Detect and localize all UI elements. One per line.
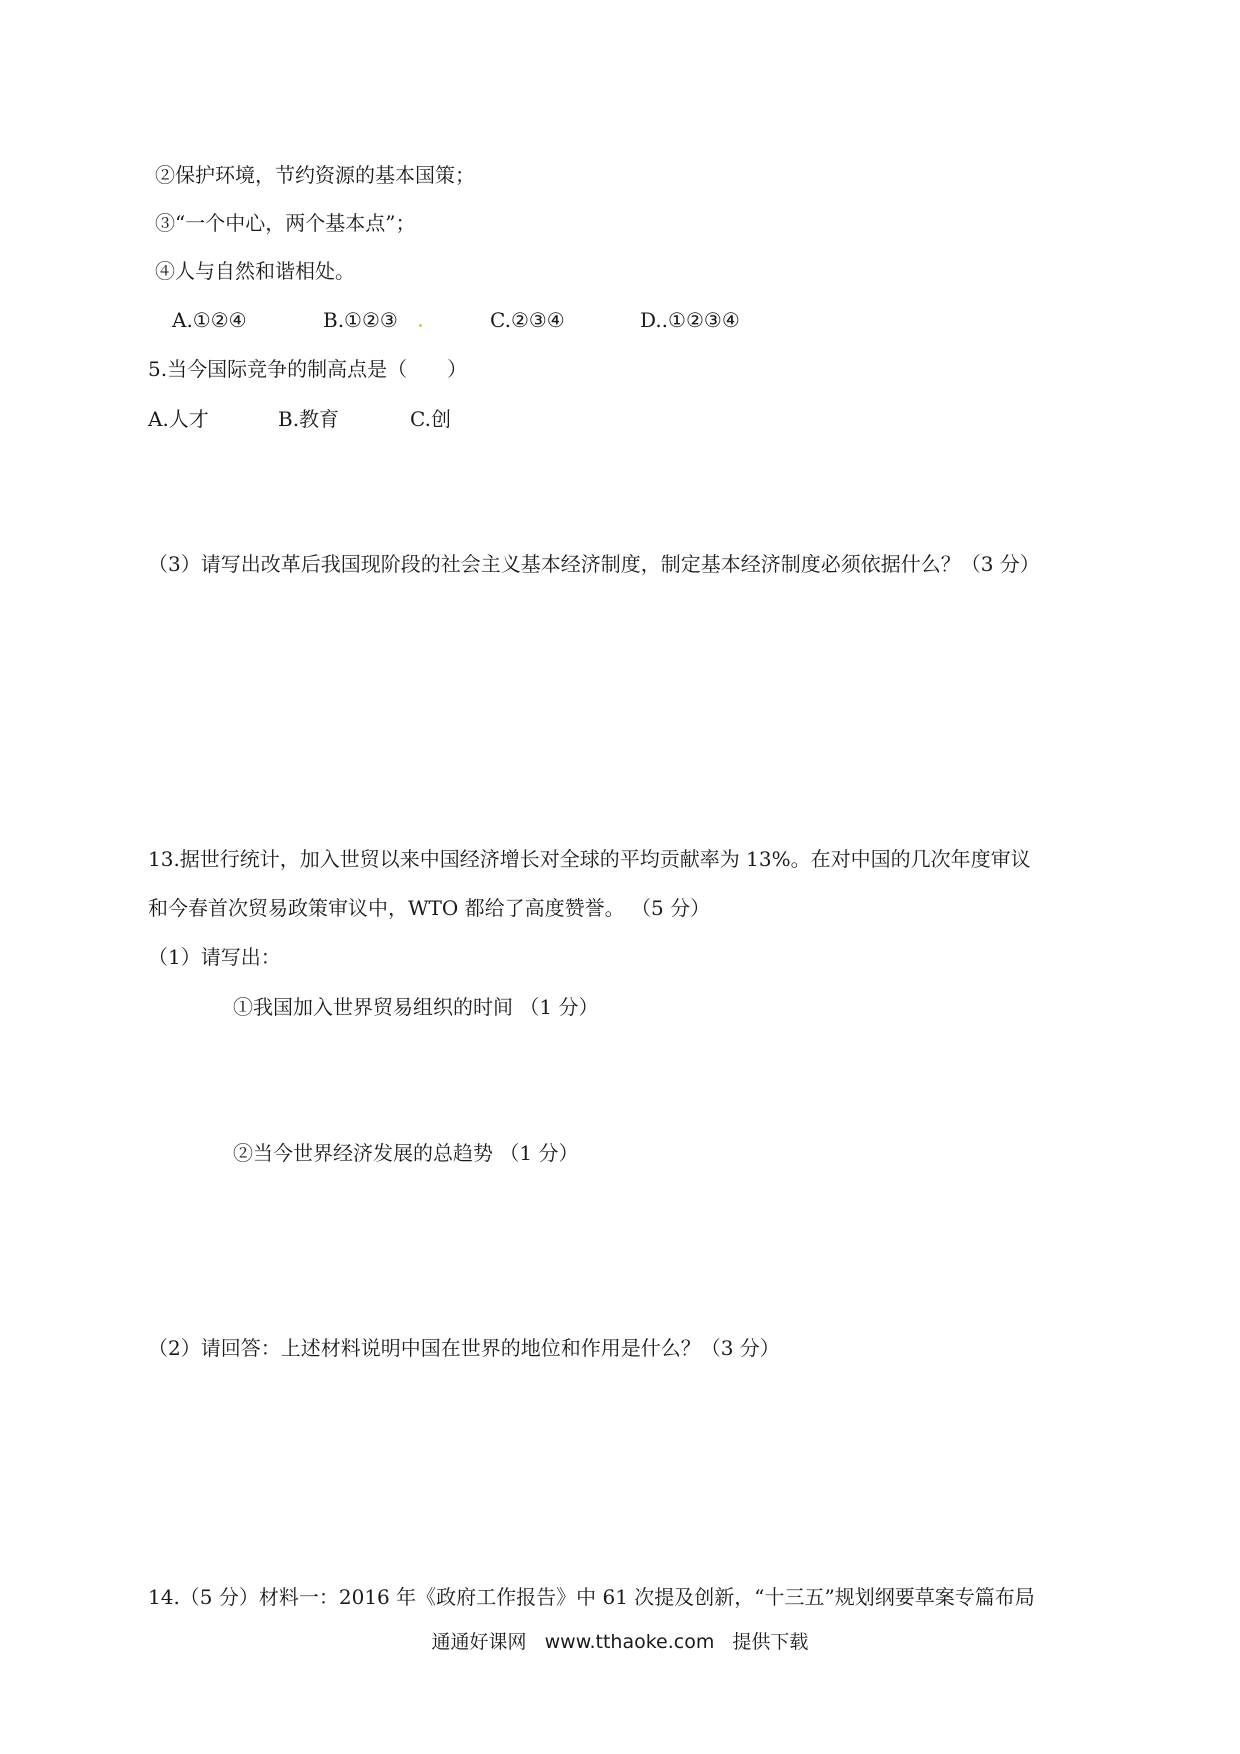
q4-item-4: ④人与自然和谐相处。 (155, 259, 355, 283)
q13-part1: （1）请写出： (148, 945, 281, 969)
q4-item-3: ③“一个中心，两个基本点”； (155, 211, 416, 235)
q5-option-b: B.教育 (278, 407, 340, 431)
footer-url: www.tthaoke.com (544, 1631, 715, 1653)
q5-option-a: A.人才 (148, 407, 209, 431)
q13-part1-item2: ②当今世界经济发展的总趋势 （1 分） (233, 1141, 579, 1165)
q4-option-d: D..①②③④ (640, 308, 740, 332)
footer-note: 提供下载 (732, 1631, 809, 1653)
scan-speck (419, 324, 422, 327)
q5-stem: 5.当今国际竞争的制高点是（ ） (148, 357, 468, 381)
q12-part3: （3）请写出改革后我国现阶段的社会主义基本经济制度，制定基本经济制度必须依据什么？（3 分） (148, 552, 1040, 576)
q13-stem-line1: 13.据世行统计，加入世贸以来中国经济增长对全球的平均贡献率为 13%。在对中国的几次年度审议 (148, 847, 1031, 871)
q4-option-b: B.①②③ (323, 308, 398, 332)
q13-part2: （2）请回答：上述材料说明中国在世界的地位和作用是什么？（3 分） (148, 1336, 780, 1360)
q4-item-2: ②保护环境，节约资源的基本国策； (155, 163, 475, 187)
footer-site-name: 通通好课网 (431, 1631, 527, 1653)
q5-option-c: C.创 (410, 407, 451, 431)
page-footer (0, 1630, 1240, 1654)
q13-part1-item1: ①我国加入世界贸易组织的时间 （1 分） (233, 995, 599, 1019)
q14-stem-line1: 14.（5 分）材料一：2016 年《政府工作报告》中 61 次提及创新，“十三五”规划纲要草案专篇布局 (148, 1585, 1035, 1609)
q4-option-c: C.②③④ (490, 308, 565, 332)
q4-option-a: A.①②④ (172, 308, 247, 332)
q13-stem-line2: 和今春首次贸易政策审议中，WTO 都给了高度赞誉。 （5 分） (148, 896, 711, 920)
